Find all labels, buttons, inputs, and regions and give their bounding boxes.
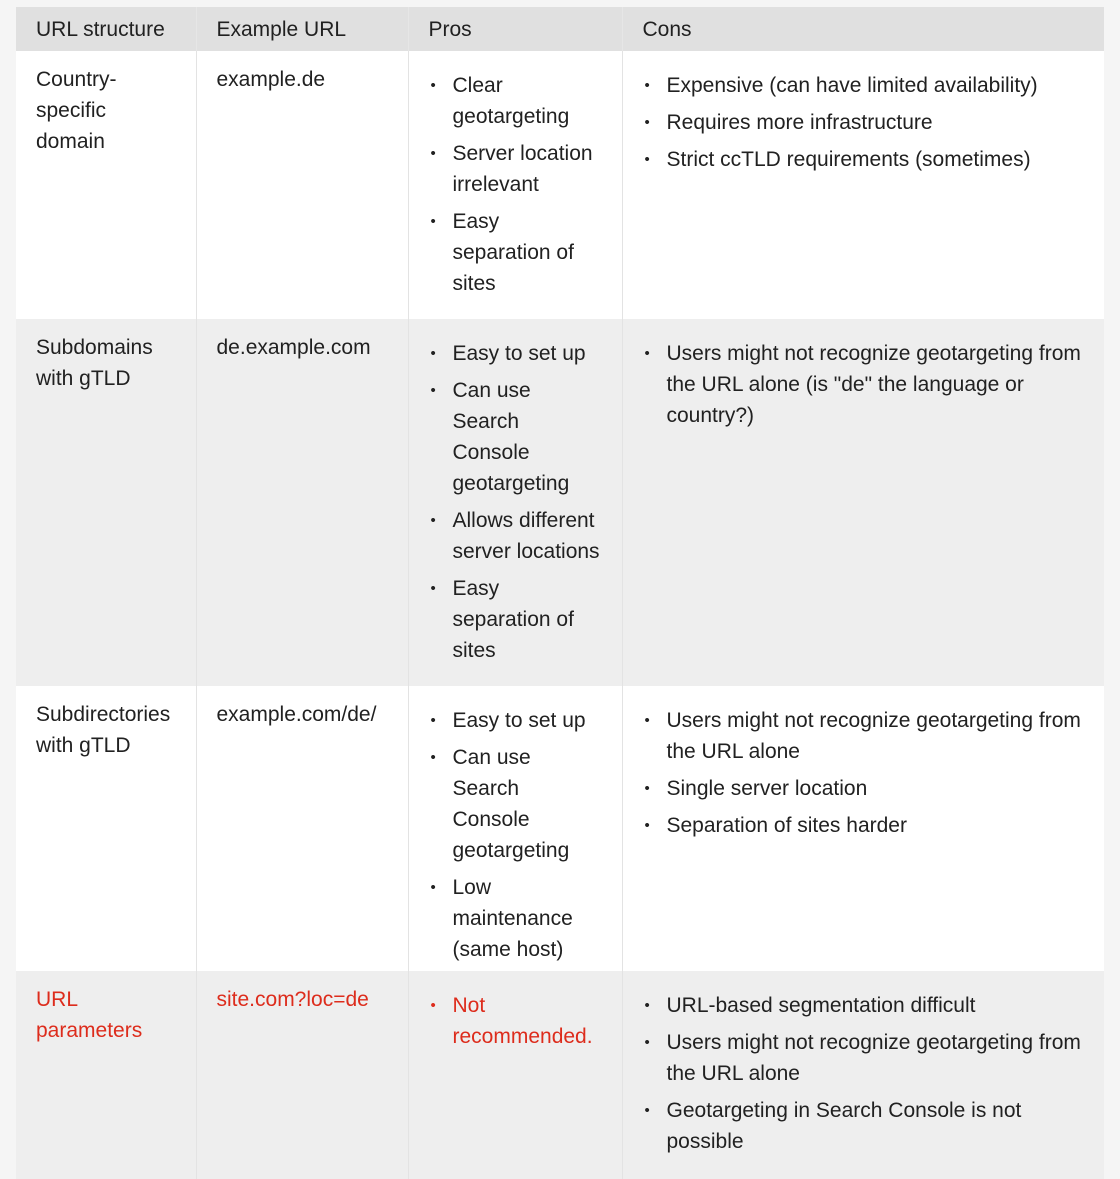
- pros-list-item: • Low maintenance (same host): [453, 872, 602, 965]
- pros-list-item: • Clear geotargeting: [453, 70, 602, 132]
- cons-list: [643, 332, 1085, 431]
- url-structure-cell: URL parameters: [16, 971, 196, 1179]
- cons-list: [643, 984, 1085, 1157]
- header-cons: Cons: [622, 7, 1104, 51]
- table-row: [16, 51, 1104, 319]
- table-row: [16, 319, 1104, 686]
- example-url-cell: example.de: [196, 51, 408, 319]
- cons-list-item: • Expensive (can have limited availability): [667, 70, 1085, 101]
- pros-cell: [408, 971, 622, 1179]
- cons-list-item: • URL-based segmentation difficult: [667, 990, 1085, 1021]
- cons-cell: [622, 319, 1104, 686]
- pros-list: [429, 699, 602, 965]
- url-structure-table: [16, 7, 1104, 1179]
- not-recommended-warning: • Not recommended.: [453, 990, 602, 1052]
- pros-list-item: • Easy separation of sites: [453, 206, 602, 299]
- url-structure-cell: Country-specific domain: [16, 51, 196, 319]
- cons-cell: [622, 51, 1104, 319]
- cons-list-item: • Strict ccTLD requirements (sometimes): [667, 144, 1085, 175]
- header-example-url: Example URL: [196, 7, 408, 51]
- url-structure-cell: Subdirectories with gTLD: [16, 686, 196, 971]
- example-url-cell: example.com/de/: [196, 686, 408, 971]
- comparison-table-container: [16, 7, 1104, 1163]
- example-url-cell: de.example.com: [196, 319, 408, 686]
- example-url-cell: site.com?loc=de: [196, 971, 408, 1179]
- header-url-structure: URL structure: [16, 7, 196, 51]
- cons-list-item: • Requires more infrastructure: [667, 107, 1085, 138]
- cons-list-item: • Single server location: [667, 773, 1085, 804]
- pros-list: [429, 332, 602, 666]
- pros-list-item: • Can use Search Console geotargeting: [453, 375, 602, 499]
- pros-list-item: • Easy to set up: [453, 705, 602, 736]
- pros-cell: [408, 686, 622, 971]
- header-pros: Pros: [408, 7, 622, 51]
- cons-list-item: • Users might not recognize geotargeting from the URL alone: [667, 705, 1085, 767]
- pros-list-item: • Easy to set up: [453, 338, 602, 369]
- pros-list: [429, 984, 602, 1052]
- url-structure-cell: Subdomains with gTLD: [16, 319, 196, 686]
- table-header-row: [16, 7, 1104, 51]
- cons-cell: [622, 686, 1104, 971]
- pros-cell: [408, 319, 622, 686]
- cons-list: [643, 699, 1085, 841]
- table-row: [16, 971, 1104, 1179]
- cons-list: [643, 64, 1085, 175]
- pros-cell: [408, 51, 622, 319]
- cons-list-item: • Users might not recognize geotargeting from the URL alone (is "de" the language or country?): [667, 338, 1085, 431]
- cons-list-item: • Geotargeting in Search Console is not possible: [667, 1095, 1085, 1157]
- pros-list-item: • Can use Search Console geotargeting: [453, 742, 602, 866]
- table-row: [16, 686, 1104, 971]
- pros-list: [429, 64, 602, 299]
- cons-cell: [622, 971, 1104, 1179]
- pros-list-item: • Easy separation of sites: [453, 573, 602, 666]
- pros-list-item: • Allows different server locations: [453, 505, 602, 567]
- pros-list-item: • Server location irrelevant: [453, 138, 602, 200]
- cons-list-item: • Separation of sites harder: [667, 810, 1085, 841]
- cons-list-item: • Users might not recognize geotargeting from the URL alone: [667, 1027, 1085, 1089]
